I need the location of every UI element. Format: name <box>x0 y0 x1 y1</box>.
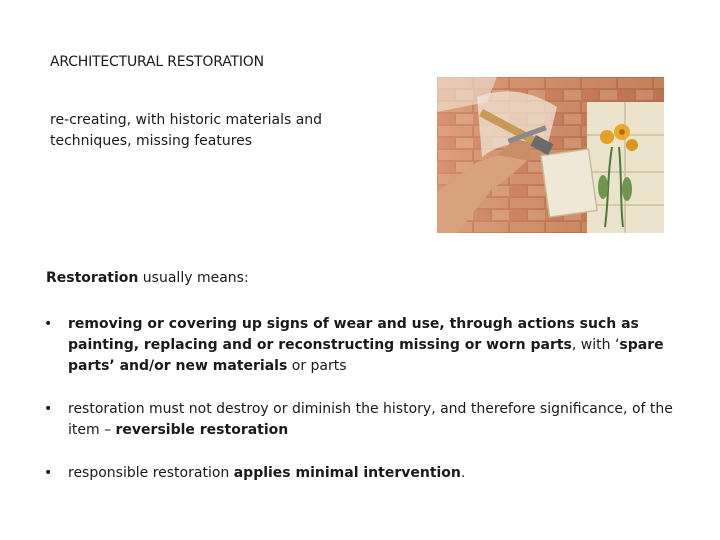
bullet-text-part: removing or covering up signs of wear and use, through actions such as painting, replacing and or reconstructing missing or worn parts <box>68 316 639 353</box>
bullet-text-part: applies minimal intervention <box>233 465 461 481</box>
bullet-icon: • <box>44 401 53 417</box>
bullet-text-part: responsible restoration <box>68 465 234 481</box>
bullet-text-part: spare parts’ and/or new materials <box>68 337 664 374</box>
bullet-list <box>44 314 684 506</box>
lead-rest: usually means: <box>138 270 249 286</box>
bullet-text-part: reversible restoration <box>115 422 289 438</box>
bullet-icon: • <box>44 465 53 481</box>
definition-text: re-creating, with historic materials and techniques, missing features <box>50 112 323 149</box>
bullet-icon: • <box>44 316 53 332</box>
list-item <box>44 463 684 484</box>
bullet-text-part: , with ‘ <box>571 337 620 353</box>
bullet-text-part: or parts <box>287 358 347 374</box>
list-item <box>44 314 684 377</box>
lead-keyword: Restoration <box>46 270 139 286</box>
bullet-text-part: restoration must not destroy or diminish the history, and therefore significance, of the item – <box>68 401 673 438</box>
bullet-text-part: . <box>460 465 466 481</box>
restoration-photo <box>437 77 664 233</box>
list-item <box>44 399 684 441</box>
slide-title: ARCHITECTURAL RESTORATION <box>50 54 264 70</box>
lead-sentence <box>46 270 249 286</box>
